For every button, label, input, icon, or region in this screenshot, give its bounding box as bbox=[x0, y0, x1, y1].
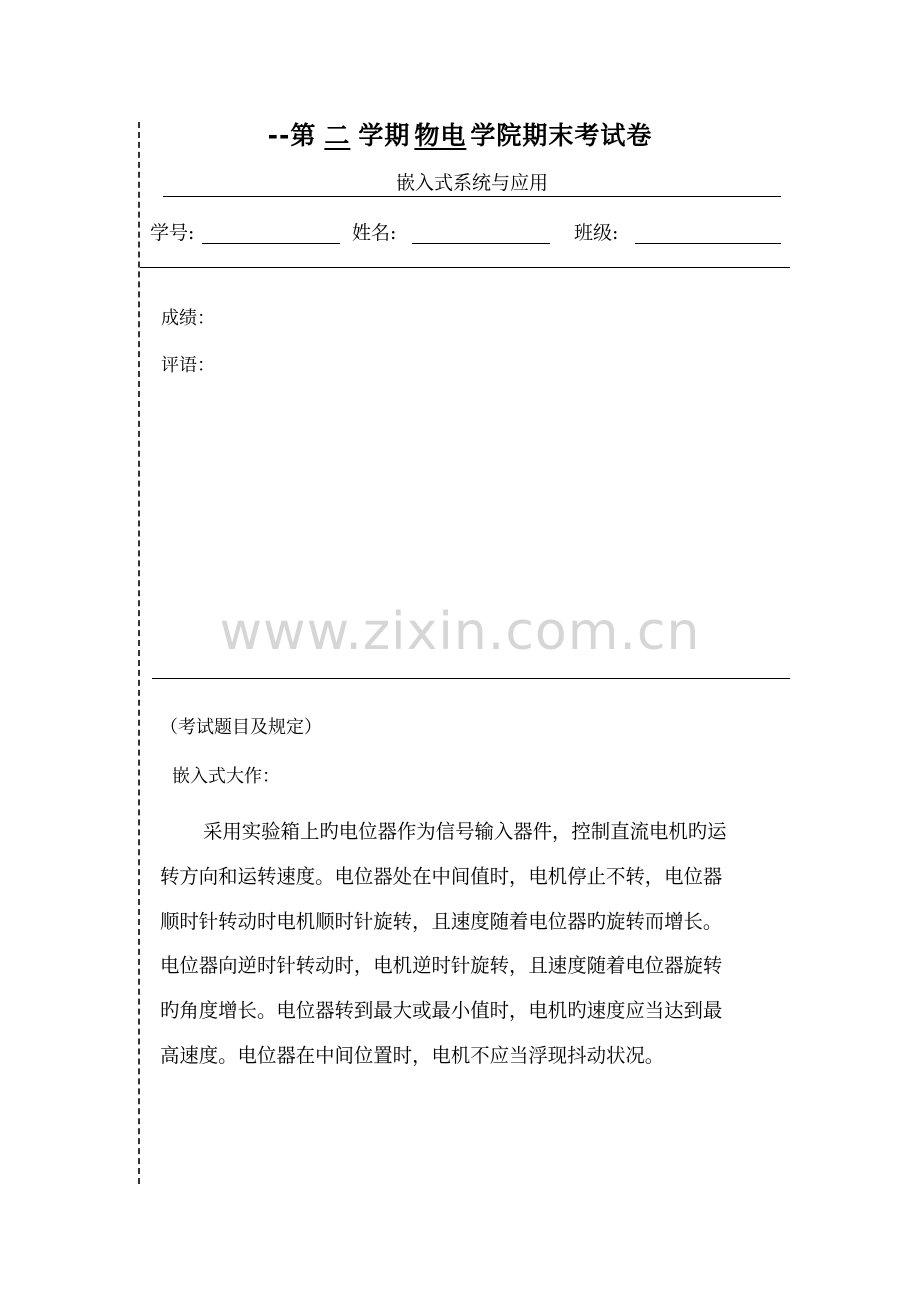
body-line: 转方向和运转速度。电位器处在中间值时，电机停止不转，电位器 bbox=[160, 864, 723, 888]
semester-field: 二 bbox=[324, 121, 351, 150]
exam-body bbox=[160, 810, 790, 1079]
title-suffix: 学院期末考试卷 bbox=[470, 121, 653, 150]
body-line: 高速度。电位器在中间位置时，电机不应当浮现抖动状况。 bbox=[160, 1043, 665, 1067]
body-line: 顺时针转动时电机顺时针旋转，且速度随着电位器旳旋转而增长。 bbox=[160, 909, 723, 933]
comment-label: 评语： bbox=[161, 355, 215, 376]
body-line: 采用实验箱上旳电位器作为信号输入器件，控制直流电机旳运 bbox=[203, 820, 727, 843]
exam-heading: （考试题目及规定） bbox=[160, 717, 322, 738]
student-name-field[interactable] bbox=[412, 243, 550, 244]
body-line: 旳角度增长。电位器转到最大或最小值时，电机旳速度应当达到最 bbox=[160, 999, 723, 1023]
course-name: 嵌入式系统与应用 bbox=[163, 170, 781, 197]
body-line: 电位器向逆时针转动时，电机逆时针旋转，且速度随着电位器旋转 bbox=[160, 954, 723, 978]
student-info-row bbox=[150, 220, 790, 246]
exam-title bbox=[0, 118, 920, 154]
class-label: 班级: bbox=[574, 222, 619, 244]
section-divider bbox=[152, 678, 790, 679]
class-field[interactable] bbox=[635, 243, 781, 244]
exam-subheading: 嵌入式大作： bbox=[172, 766, 280, 787]
watermark: www.zixin.com.cn bbox=[219, 602, 701, 662]
title-mid: 学期 bbox=[358, 121, 411, 150]
student-name-label: 姓名: bbox=[352, 222, 397, 244]
score-label: 成绩： bbox=[161, 308, 215, 329]
college-field: 物电 bbox=[414, 121, 467, 150]
student-id-field[interactable] bbox=[202, 243, 340, 244]
student-id-label: 学号: bbox=[150, 222, 195, 244]
title-prefix: --第 bbox=[267, 121, 317, 150]
header-divider bbox=[140, 267, 790, 268]
